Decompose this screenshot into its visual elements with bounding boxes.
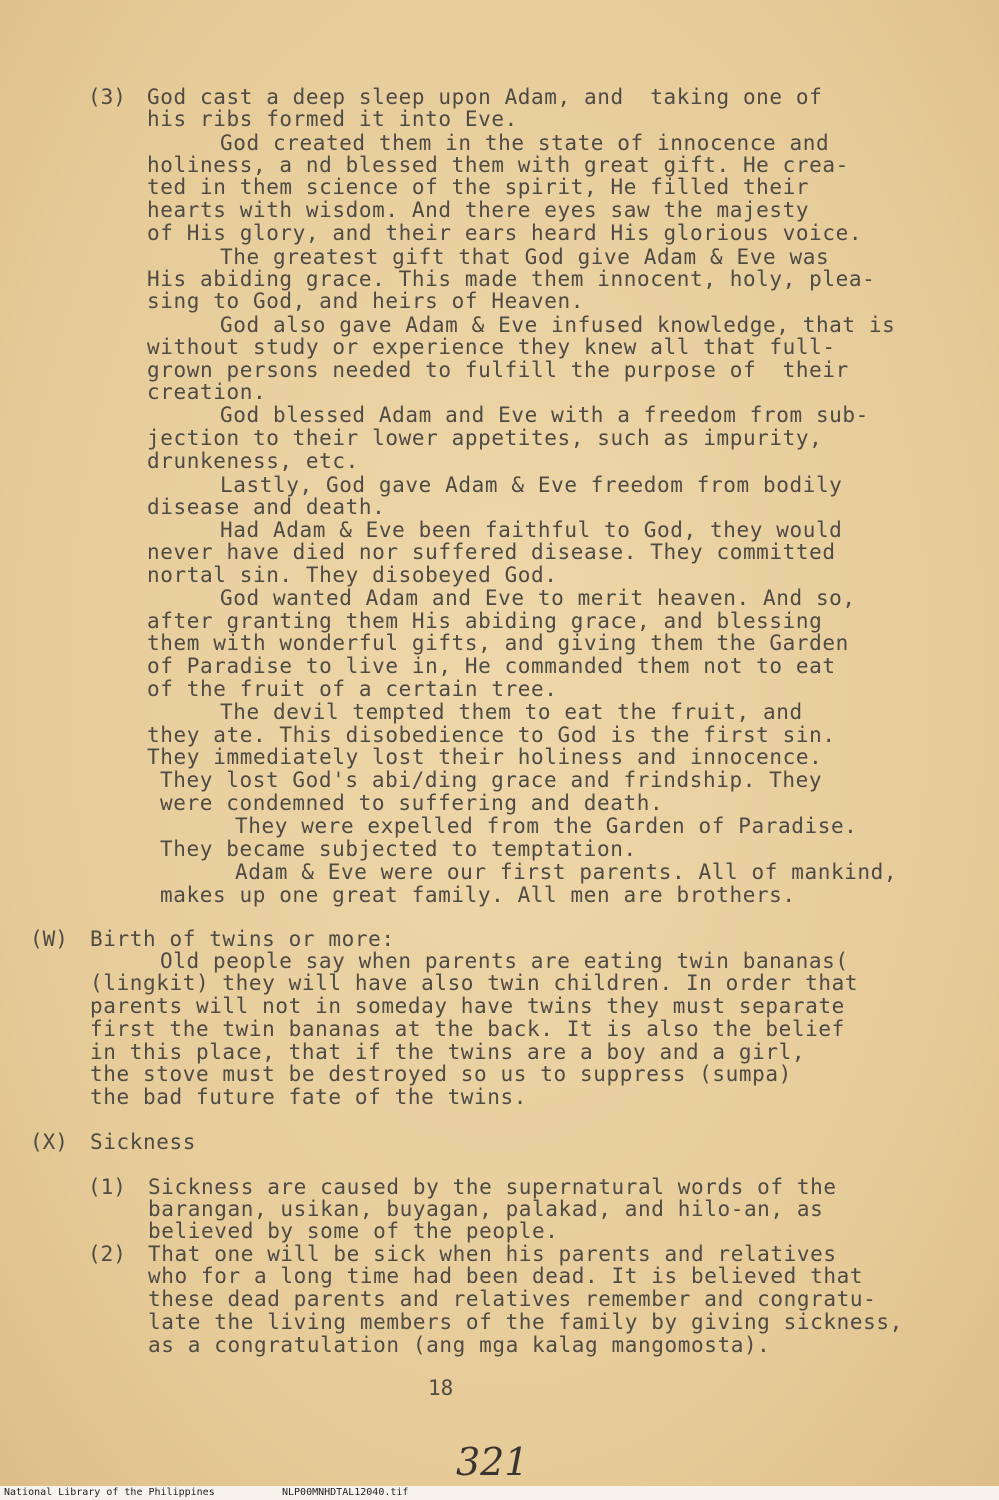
section-3-line-33: They were expelled from the Garden of Paradise.: [235, 814, 858, 838]
section-w-line-4: parents will not in someday have twins they must separate: [90, 994, 845, 1018]
section-3-line-20: Had Adam & Eve been faithful to God, they would: [220, 518, 843, 542]
section-3-line-11: God also gave Adam & Eve infused knowledge, that is: [220, 313, 896, 337]
section-3-line-21: never have died nor suffered disease. They committed: [147, 540, 836, 564]
section-w-line-2: Old people say when parents are eating twin bananas(: [160, 949, 849, 973]
footer-file: NLP00MNHDTAL12040.tif: [282, 1487, 409, 1498]
section-3-marker: (3): [88, 85, 126, 109]
section-3-line-15: God blessed Adam and Eve with a freedom from sub-: [220, 403, 869, 427]
item-2-line-4: late the living members of the family by giving sickness,: [148, 1310, 903, 1334]
section-3-line-16: jection to their lower appetites, such as impurity,: [147, 426, 823, 450]
section-3-line-34: They became subjected to temptation.: [160, 837, 637, 861]
section-3-line-14: creation.: [147, 380, 267, 404]
section-3-line-26: of Paradise to live in, He commanded them not to eat: [147, 654, 836, 678]
section-3-line-24: after granting them His abiding grace, and blessing: [147, 609, 823, 633]
section-x-heading: Sickness: [90, 1130, 196, 1154]
section-3-line-3: God created them in the state of innocence and: [220, 131, 830, 155]
section-x-marker: (X): [30, 1130, 68, 1154]
section-w-line-7: the stove must be destroyed so us to suppress (sumpa): [90, 1062, 792, 1086]
section-w-marker: (W): [30, 927, 68, 951]
section-3-line-35: Adam & Eve were our first parents. All of mankind,: [235, 860, 898, 884]
item-2-marker: (2): [88, 1242, 126, 1266]
item-2-line-5: as a congratulation (ang mga kalag mangomosta).: [148, 1333, 771, 1357]
section-3-line-1: God cast a deep sleep upon Adam, and taking one of: [147, 85, 823, 109]
section-3-line-10: sing to God, and heirs of Heaven.: [147, 289, 585, 313]
section-3-line-13: grown persons needed to fulfill the purpose of their: [147, 358, 849, 382]
section-w-heading: Birth of twins or more:: [90, 927, 395, 951]
section-3-line-31: They lost God's abi/ding grace and frindship. They: [160, 768, 823, 792]
footer-library: National Library of the Philippines: [4, 1487, 215, 1498]
section-3-line-32: were condemned to suffering and death.: [160, 791, 664, 815]
item-2-line-1: That one will be sick when his parents and relatives: [148, 1242, 837, 1266]
section-3-line-12: without study or experience they knew all that full-: [147, 335, 836, 359]
item-1-marker: (1): [88, 1175, 126, 1199]
section-3-line-17: drunkeness, etc.: [147, 449, 359, 473]
section-3-line-8: The greatest gift that God give Adam & Eve was: [220, 245, 830, 269]
item-1-line-3: believed by some of the people.: [148, 1219, 559, 1243]
section-3-line-6: hearts with wisdom. And there eyes saw the majesty: [147, 198, 810, 222]
section-3-line-18: Lastly, God gave Adam & Eve freedom from bodily: [220, 473, 843, 497]
section-w-line-6: in this place, that if the twins are a boy and a girl,: [90, 1040, 806, 1064]
section-3-line-4: holiness, a nd blessed them with great gift. He crea-: [147, 153, 849, 177]
section-3-line-7: of His glory, and their ears heard His glorious voice.: [147, 221, 863, 245]
handwritten-page-stamp: [448, 1440, 558, 1486]
section-3-line-22: nortal sin. They disobeyed God.: [147, 563, 558, 587]
section-3-line-19: disease and death.: [147, 495, 386, 519]
section-3-line-29: they ate. This disobedience to God is the first sin.: [147, 723, 836, 747]
section-3-line-9: His abiding grace. This made them innocent, holy, plea-: [147, 267, 876, 291]
section-3-line-25: them with wonderful gifts, and giving them the Garden: [147, 631, 849, 655]
section-w-line-8: the bad future fate of the twins.: [90, 1085, 528, 1109]
stamp-number: 321: [456, 1440, 529, 1484]
section-3-line-2: his ribs formed it into Eve.: [147, 107, 518, 131]
section-3-line-30: They immediately lost their holiness and innocence.: [147, 745, 823, 769]
section-3-line-36: makes up one great family. All men are brothers.: [160, 883, 796, 907]
item-1-line-1: Sickness are caused by the supernatural words of the: [148, 1175, 837, 1199]
item-1-line-2: barangan, usikan, buyagan, palakad, and hilo-an, as: [148, 1197, 824, 1221]
section-3-line-28: The devil tempted them to eat the fruit, and: [220, 700, 803, 724]
page-number: 18: [428, 1376, 454, 1400]
section-3-line-27: of the fruit of a certain tree.: [147, 677, 558, 701]
section-w-line-5: first the twin bananas at the back. It is also the belief: [90, 1017, 845, 1041]
section-w-line-3: (lingkit) they will have also twin children. In order that: [90, 971, 859, 995]
section-3-line-23: God wanted Adam and Eve to merit heaven. And so,: [220, 586, 856, 610]
section-3-line-5: ted in them science of the spirit, He filled their: [147, 175, 810, 199]
scan-footer: [0, 1486, 999, 1500]
item-2-line-3: these dead parents and relatives remember and congratu-: [148, 1287, 877, 1311]
item-2-line-2: who for a long time had been dead. It is believed that: [148, 1264, 864, 1288]
